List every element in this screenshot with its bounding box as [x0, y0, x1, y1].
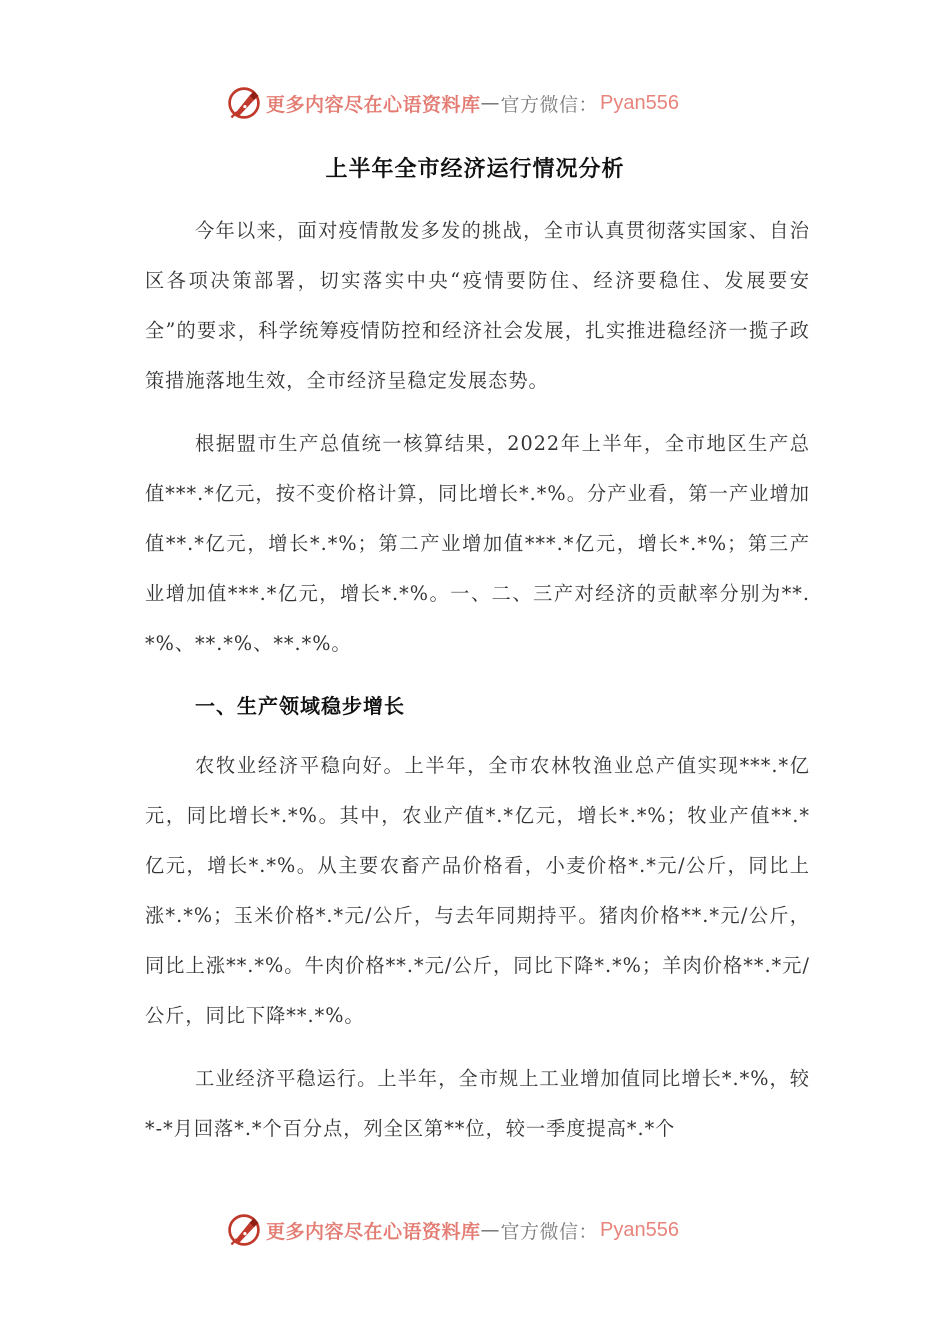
pen-nib-logo-icon: [226, 85, 262, 121]
page-title: 上半年全市经济运行情况分析: [325, 157, 625, 182]
banner-slogan: 更多内容尽在心语资料库: [266, 1220, 481, 1243]
banner-wechat-label: 官方微信：: [500, 93, 599, 116]
banner-wechat-id: Pyan556: [600, 91, 679, 114]
header-banner: [226, 83, 679, 123]
paragraph-gdp: 根据盟市生产总值统一核算结果，2022年上半年，全市地区生产总值***.*亿元，按不变价格计算，同比增长*.*%。分产业看，第一产业增加值**.*亿元，增长*.*%；第二产业增加值***.*亿元，增长*.*%；第三产业增加值***.*亿元，增长*.*%。一、二、三产对经济的贡献率分别为**.*%、**.*%、**.*%。: [145, 432, 810, 655]
paragraph-intro: 今年以来，面对疫情散发多发的挑战，全市认真贯彻落实国家、自治区各项决策部署，切实落实中央“疫情要防住、经济要稳住、发展要安全”的要求，科学统筹疫情防控和经济社会发展，扎实推进稳经济一揽子政策措施落地生效，全市经济呈稳定发展态势。: [145, 219, 810, 392]
banner-separator: —: [480, 92, 501, 114]
footer-banner: [226, 1210, 679, 1250]
paragraph-industry: 工业经济平稳运行。上半年，全市规上工业增加值同比增长*.*%，较*-*月回落*.*个百分点，列全区第**位，较一季度提高*.*个: [145, 1067, 810, 1140]
banner-separator: —: [480, 1219, 501, 1241]
pen-nib-logo-icon: [226, 1212, 262, 1248]
banner-wechat-label: 官方微信：: [500, 1220, 599, 1243]
banner-wechat-id: Pyan556: [600, 1218, 679, 1241]
banner-slogan: 更多内容尽在心语资料库: [266, 93, 481, 116]
paragraph-agriculture: 农牧业经济平稳向好。上半年，全市农林牧渔业总产值实现***.*亿元，同比增长*.*%。其中，农业产值*.*亿元，增长*.*%；牧业产值**.*亿元，增长*.*%。从主要农畜产品价格看，小麦价格*.*元/公斤，同比上涨*.*%；玉米价格*.*元/公斤，与去年同期持平。猪肉价格**.*元/公斤，同比上涨**.*%。牛肉价格**.*元/公斤，同比下降*.*%；羊肉价格**.*元/公斤，同比下降**.*%。: [145, 754, 810, 1027]
section-heading-production: 一、生产领域稳步增长: [195, 694, 405, 718]
